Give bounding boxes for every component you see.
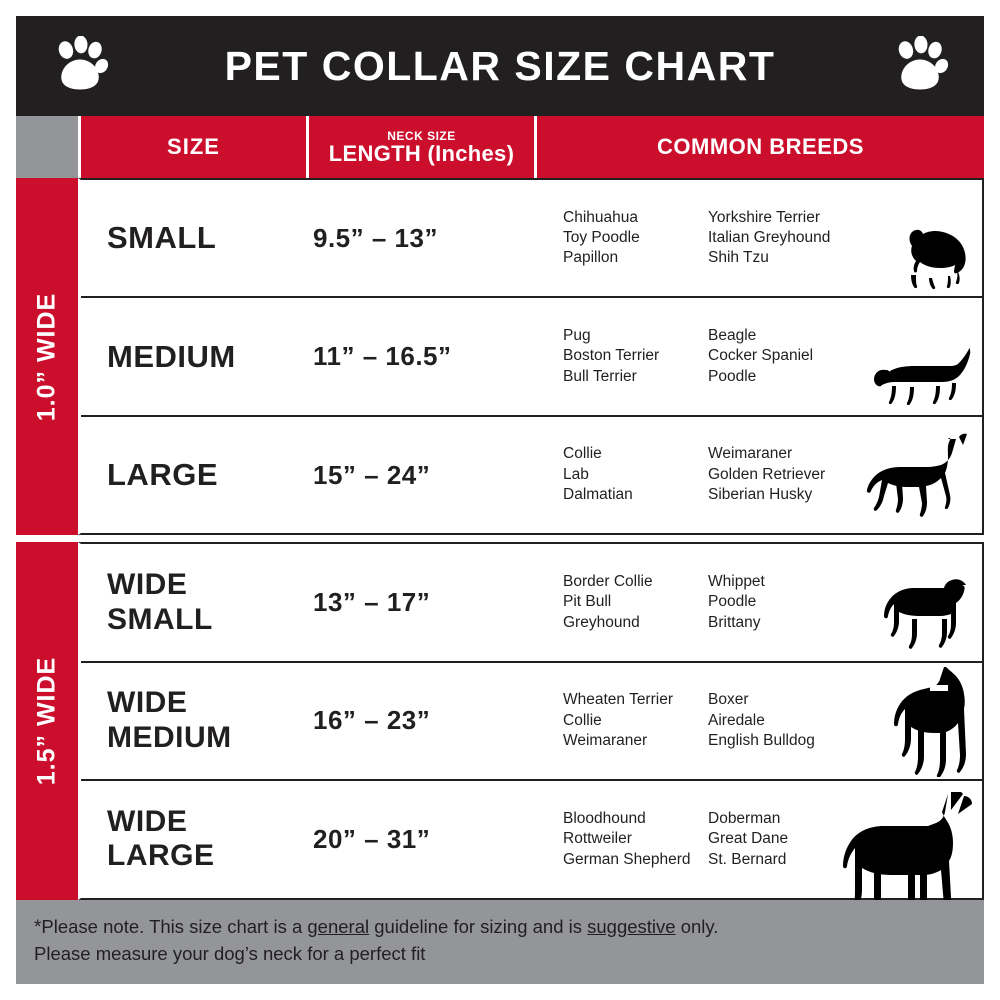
cell-size-line: SMALL xyxy=(107,602,213,636)
cell-length: 13” – 17” xyxy=(313,587,431,618)
size-group-1-0-wide xyxy=(16,178,984,535)
breed-item: Collie xyxy=(563,711,602,729)
group-rows xyxy=(78,542,984,899)
breed-column-2 xyxy=(708,326,858,387)
breed-item: St. Bernard xyxy=(708,850,787,868)
cell-size: SMALL xyxy=(107,220,217,256)
breed-item: English Bulldog xyxy=(708,732,815,750)
breed-item: Rottweiler xyxy=(563,830,632,848)
footer-text-c: only. xyxy=(675,915,719,937)
breed-item: Golden Retriever xyxy=(708,465,826,483)
breed-column-2 xyxy=(708,208,858,269)
footer-underline-suggestive: suggestive xyxy=(587,915,676,937)
breed-item: Dalmatian xyxy=(563,486,633,504)
group-rows xyxy=(78,178,984,535)
breed-item: Italian Greyhound xyxy=(708,228,831,246)
table-body xyxy=(16,178,984,900)
cell-breeds xyxy=(535,781,982,897)
paw-icon xyxy=(890,36,950,96)
footer-text-a: Please note. This size chart is a xyxy=(41,915,308,937)
column-header-common-breeds: COMMON BREEDS xyxy=(537,116,984,178)
breed-item: Poodle xyxy=(708,367,757,385)
cell-length: 9.5” – 13” xyxy=(313,222,438,253)
breed-column-2 xyxy=(708,809,858,870)
breed-item: Weimaraner xyxy=(708,445,793,463)
page-title: PET COLLAR SIZE CHART xyxy=(224,42,776,89)
column-header-size: SIZE xyxy=(81,116,309,178)
cell-breeds xyxy=(535,180,982,296)
breed-column-2 xyxy=(708,690,858,751)
breed-column-1 xyxy=(563,208,708,269)
dachshund-silhouette-icon xyxy=(870,341,978,413)
column-header-length xyxy=(309,116,537,178)
breed-item: Brittany xyxy=(708,613,761,631)
paw-icon xyxy=(50,36,110,96)
breed-item: Beagle xyxy=(708,326,757,344)
cell-size: MEDIUM xyxy=(107,338,236,374)
table-row xyxy=(81,180,982,296)
breed-column-2 xyxy=(708,444,858,505)
breed-item: Great Dane xyxy=(708,830,789,848)
breed-item: Boston Terrier xyxy=(563,347,660,365)
cell-length: 20” – 31” xyxy=(313,823,431,854)
shepherd-silhouette-icon xyxy=(860,431,978,531)
group-label-text: 1.0” WIDE xyxy=(32,292,61,421)
cell-size xyxy=(81,544,307,660)
group-label-1-0-wide xyxy=(16,178,78,535)
footer-text-b: guideline for sizing and is xyxy=(369,915,588,937)
breed-item: German Shepherd xyxy=(563,850,691,868)
breed-item: Whippet xyxy=(708,572,765,590)
pomeranian-silhouette-icon xyxy=(882,220,978,294)
cell-size-line: WIDE xyxy=(107,568,188,602)
breed-item: Bloodhound xyxy=(563,809,646,827)
cell-length: 11” – 16.5” xyxy=(313,341,452,372)
table-row xyxy=(81,661,982,779)
breed-item: Greyhound xyxy=(563,613,640,631)
cell-size xyxy=(81,781,307,897)
table-row xyxy=(81,544,982,660)
chart-header xyxy=(16,16,984,116)
breed-item: Toy Poodle xyxy=(563,228,640,246)
breed-item: Weimaraner xyxy=(563,732,648,750)
breed-item: Shih Tzu xyxy=(708,249,769,267)
chart-frame xyxy=(16,16,984,984)
column-header-neck-size: NECK SIZE xyxy=(387,128,456,143)
breed-item: Pug xyxy=(563,326,591,344)
footer-line-1 xyxy=(34,914,966,942)
bulldog-silhouette-icon xyxy=(878,573,978,659)
table-row xyxy=(81,296,982,414)
cell-length: 16” – 23” xyxy=(313,705,431,736)
table-row xyxy=(81,415,982,533)
breed-item: Cocker Spaniel xyxy=(708,347,814,365)
cell-length: 15” – 24” xyxy=(313,459,431,490)
breed-column-1 xyxy=(563,326,708,387)
breed-column-1 xyxy=(563,444,708,505)
breed-item: Wheaten Terrier xyxy=(563,691,673,709)
cell-size: LARGE xyxy=(107,457,218,493)
footer-underline-general: general xyxy=(307,915,370,937)
breed-item: Boxer xyxy=(708,691,749,709)
header-corner-cell xyxy=(16,116,81,178)
cell-size-line: MEDIUM xyxy=(107,720,232,754)
breed-column-1 xyxy=(563,572,708,633)
cell-breeds xyxy=(535,544,982,660)
cell-breeds xyxy=(535,417,982,533)
size-group-1-5-wide xyxy=(16,535,984,899)
table-row xyxy=(81,779,982,897)
breed-item: Doberman xyxy=(708,809,781,827)
breed-column-2 xyxy=(708,572,858,633)
group-label-text: 1.5” WIDE xyxy=(32,656,61,786)
breed-item: Siberian Husky xyxy=(708,486,813,504)
boxer-silhouette-icon xyxy=(872,667,978,777)
breed-item: Chihuahua xyxy=(563,208,638,226)
cell-size xyxy=(81,663,307,779)
footer-note xyxy=(16,900,984,984)
breed-item: Lab xyxy=(563,465,589,483)
breed-item: Pit Bull xyxy=(563,593,612,611)
cell-size-line: WIDE xyxy=(107,804,188,838)
asterisk: * xyxy=(34,916,42,938)
table-column-headers xyxy=(16,116,984,178)
breed-item: Airedale xyxy=(708,711,765,729)
cell-size-line: LARGE xyxy=(107,839,215,873)
breed-column-1 xyxy=(563,690,708,751)
breed-item: Collie xyxy=(563,445,602,463)
breed-item: Border Collie xyxy=(563,572,653,590)
breed-item: Yorkshire Terrier xyxy=(708,208,820,226)
breed-column-1 xyxy=(563,809,708,870)
column-header-length-inches: LENGTH (Inches) xyxy=(328,140,515,166)
breed-item: Bull Terrier xyxy=(563,367,637,385)
group-label-1-5-wide xyxy=(16,542,78,899)
cell-breeds xyxy=(535,663,982,779)
cell-breeds xyxy=(535,298,982,414)
breed-item: Poodle xyxy=(708,593,757,611)
footer-line-2: Please measure your dog’s neck for a perfect fit xyxy=(34,943,426,965)
cell-size-line: WIDE xyxy=(107,686,188,720)
breed-item: Papillon xyxy=(563,249,619,267)
